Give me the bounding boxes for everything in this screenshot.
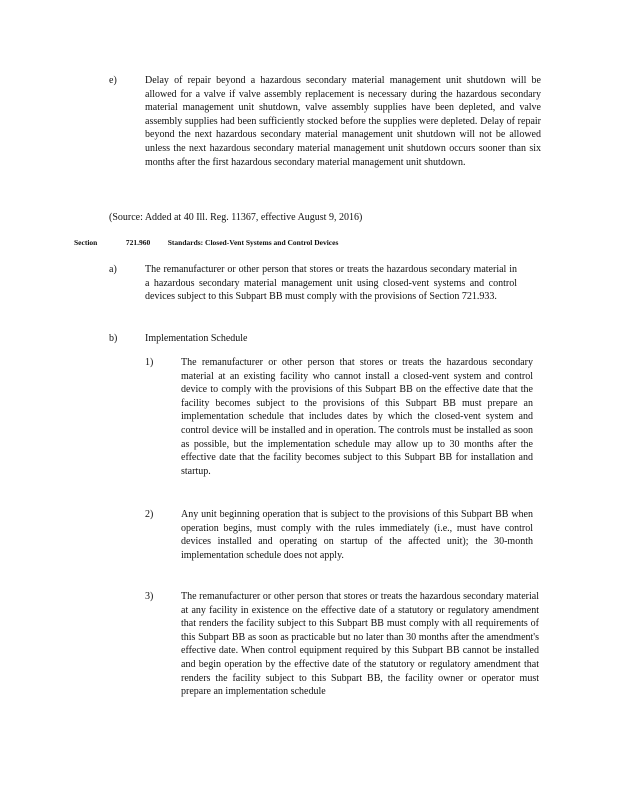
sub-1-text: The remanufacturer or other person that stores or treats the hazardous secondary material at an existing facility who cannot install a closed-vent system and control device to comply with the provisions of this Subpart BB on the effective date that the facility becomes subject to the provisions of this Subpart BB must prepare an implementation schedule that includes dates by which the closed-vent system and control device will be installed and in operation. The controls must be installed as soon as possible, but the implementation schedule may allow up to 30 months after the effective date that the facility becomes subject to this Subpart BB for installation and startup.: [181, 357, 533, 477]
sub-1-label: 1): [145, 357, 154, 368]
item-a-label: a): [109, 264, 117, 275]
section-title: Standards: Closed-Vent Systems and Control Devices: [167, 238, 339, 247]
sub-3-label: 3): [145, 591, 154, 602]
item-b-label: b): [109, 333, 118, 344]
section-heading: [74, 237, 434, 249]
source-note: (Source: Added at 40 Ill. Reg. 11367, effective August 9, 2016): [109, 212, 363, 223]
sub-2-label: 2): [145, 509, 154, 520]
sub-2-text: Any unit beginning operation that is subject to the provisions of this Subpart BB when operation begins, must comply with the rules immediately (i.e., must have control devices installed and operating on startup of the affected unit); the 30-month implementation schedule does not apply.: [181, 509, 533, 561]
section-prefix: Section: [74, 238, 98, 247]
item-b-heading: Implementation Schedule: [145, 333, 248, 344]
item-e-text: Delay of repair beyond a hazardous secondary material management unit shutdown will be allowed for a valve if valve assembly replacement is necessary during the hazardous secondary material management unit shutdown, valve assembly supplies have been depleted, and valve assembly supplies had been sufficiently stocked before the supplies were depleted. Delay of repair beyond the next hazardous secondary material management unit shutdown will not be allowed unless the next hazardous secondary material management unit shutdown occurs sooner than six months after the first hazardous secondary material management unit shutdown.: [145, 75, 541, 168]
item-a-text: The remanufacturer or other person that stores or treats the hazardous secondary material in a hazardous secondary material management unit using closed-vent systems and control devices subject to this Subpart BB must comply with the provisions of Section 721.933.: [145, 264, 517, 303]
item-e-label: e): [109, 75, 117, 86]
section-number: 721.960: [125, 238, 151, 247]
sub-3-text: The remanufacturer or other person that stores or treats the hazardous secondary material at any facility in existence on the effective date of a statutory or regulatory amendment that renders the facility subject to this Subpart BB must comply with all requirements of this Subpart BB as soon as practicable but no later than 30 months after the amendment's effective date. When control equipment required by this Subpart BB cannot be installed and begin operation by the effective date of the statutory or regulatory amendment that renders the facility subject to this Subpart BB, the facility owner or operator must prepare an implementation schedule: [181, 591, 539, 698]
